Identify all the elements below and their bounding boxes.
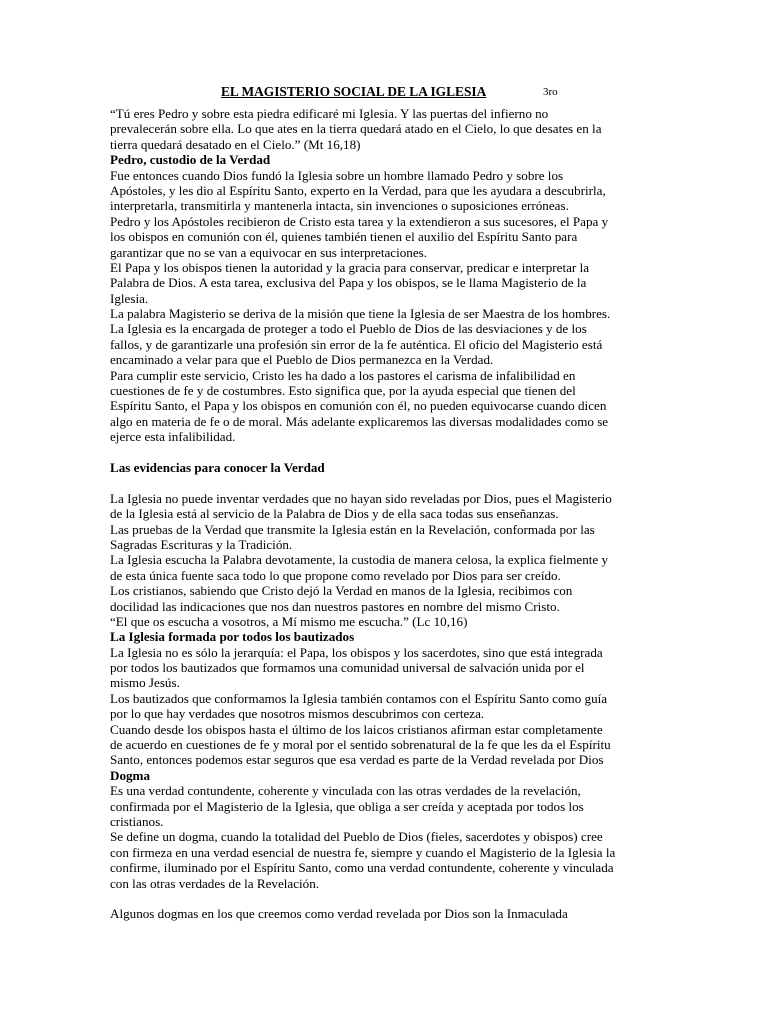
section-heading: La Iglesia formada por todos los bautizados <box>110 629 355 645</box>
text-line: tierra quedará desatado en el Cielo.” (Mt 16,18) <box>110 136 361 152</box>
text-line: La Iglesia es la encargada de proteger a todo el Pueblo de Dios de las desviaciones y de los <box>110 321 587 337</box>
text-line: cristianos. <box>110 813 164 829</box>
text-line: Iglesia. <box>110 290 149 306</box>
title-row <box>110 84 658 106</box>
text-line: La palabra Magisterio se deriva de la misión que tiene la Iglesia de ser Maestra de los hombres. <box>110 306 611 322</box>
document-title: EL MAGISTERIO SOCIAL DE LA IGLESIA <box>221 84 487 99</box>
text-line: ejerce esta infalibilidad. <box>110 429 236 445</box>
text-line: fallos, y de garantizarle una profesión sin error de la fe auténtica. El oficio del Magisterio está <box>110 336 603 352</box>
text-line: docilidad las indicaciones que nos dan nuestros pastores en nombre del mismo Cristo. <box>110 598 560 614</box>
text-line: Los bautizados que conformamos la Iglesia también contamos con el Espíritu Santo como guía <box>110 690 608 706</box>
text-line: por todos los bautizados que formamos una comunidad universal de salvación unida por el <box>110 660 585 676</box>
text-line: Fue entonces cuando Dios fundó la Iglesia sobre un hombre llamado Pedro y sobre los <box>110 167 564 183</box>
text-line: “El que os escucha a vosotros, a Mí mismo me escucha.” (Lc 10,16) <box>110 613 468 629</box>
text-line: cuestiones de fe y de costumbres. Esto significa que, por la ayuda especial que tienen del <box>110 383 576 399</box>
section-heading: Pedro, custodio de la Verdad <box>110 152 271 168</box>
text-line: interpretarla, transmitirla y mantenerla intacta, sin invenciones o suposiciones erróneas. <box>110 198 569 214</box>
text-line: La Iglesia escucha la Palabra devotamente, la custodia de manera celosa, la explica fielmente y <box>110 552 609 568</box>
text-line: Apóstoles, y les dio al Espíritu Santo, experto en la Verdad, para que les ayudara a descubrirla, <box>110 182 606 198</box>
text-line: Algunos dogmas en los que creemos como verdad revelada por Dios son la Inmaculada <box>110 906 568 922</box>
text-line: Para cumplir este servicio, Cristo les ha dado a los pastores el carisma de infalibilidad en <box>110 367 576 383</box>
blank-line <box>110 475 658 490</box>
text-line: Cuando desde los obispos hasta el último de los laicos cristianos afirman estar completamente <box>110 721 603 737</box>
text-line: de la Iglesia está al servicio de la Palabra de Dios y de ella saca todas sus enseñanzas. <box>110 506 559 522</box>
text-line: confirmada por el Magisterio de la Iglesia, que obliga a ser creída y aceptada por todos los <box>110 798 584 814</box>
section-heading: Dogma <box>110 767 151 783</box>
text-line: La Iglesia no puede inventar verdades que no hayan sido reveladas por Dios, pues el Magisterio <box>110 490 612 506</box>
text-line: “Tú eres Pedro y sobre esta piedra edificaré mi Iglesia. Y las puertas del infierno no <box>110 106 549 121</box>
text-line: de esta única fuente saca todo lo que propone como revelado por Dios para ser creído. <box>110 567 561 583</box>
text-line: Santo, entonces podemos estar seguros que esa verdad es parte de la Verdad revelada por Dios <box>110 752 604 768</box>
section-heading: Las evidencias para conocer la Verdad <box>110 459 325 475</box>
text-line: algo en materia de fe o de moral. Más adelante explicaremos las diversas modalidades como se <box>110 413 609 429</box>
text-line: Los cristianos, sabiendo que Cristo dejó la Verdad en manos de la Iglesia, recibimos con <box>110 583 573 599</box>
text-line: El Papa y los obispos tienen la autoridad y la gracia para conservar, predicar e interpretar la <box>110 259 590 275</box>
text-line: de acuerdo en cuestiones de fe y moral por el sentido sobrenatural de la fe que les da el Espíritu <box>110 737 611 753</box>
grade-label: 3ro <box>543 86 558 98</box>
document-body <box>110 106 658 922</box>
blank-line <box>110 891 658 906</box>
text-line: por lo que hay verdades que nosotros mismos descubrimos con certeza. <box>110 706 485 722</box>
text-line: garantizar que no se van a equivocar en sus interpretaciones. <box>110 244 428 260</box>
document-page <box>110 84 658 922</box>
text-line: mismo Jesús. <box>110 675 180 691</box>
text-line: Pedro y los Apóstoles recibieron de Cristo esta tarea y la extendieron a sus sucesores, el Papa y <box>110 213 609 229</box>
blank-line <box>110 445 658 460</box>
text-line: Es una verdad contundente, coherente y vinculada con las otras verdades de la revelación, <box>110 783 581 799</box>
text-line: Palabra de Dios. A esta tarea, exclusiva del Papa y los obispos, se le llama Magisterio de la <box>110 275 587 291</box>
text-line: La Iglesia no es sólo la jerarquía: el Papa, los obispos y los sacerdotes, sino que está integrada <box>110 644 603 660</box>
text-line: con firmeza en una verdad esencial de nuestra fe, siempre y cuando el Magisterio de la Iglesia la <box>110 844 616 860</box>
text-line: encaminado a velar para que el Pueblo de Dios permanezca en la Verdad. <box>110 352 494 368</box>
text-line: con las otras verdades de la Revelación. <box>110 875 320 891</box>
text-line: prevalecerán sobre ella. Lo que ates en la tierra quedará atado en el Cielo, lo que desates en la <box>110 121 602 137</box>
text-line: confirme, iluminado por el Espíritu Santo, como una verdad contundente, coherente y vinculada <box>110 860 614 876</box>
text-line: los obispos en comunión con él, quienes también tienen el auxilio del Espíritu Santo para <box>110 229 578 245</box>
text-line: Espíritu Santo, el Papa y los obispos en comunión con él, no pueden equivocarse cuando dicen <box>110 398 607 414</box>
text-line: Se define un dogma, cuando la totalidad del Pueblo de Dios (fieles, sacerdotes y obispos) cree <box>110 829 603 845</box>
text-line: Las pruebas de la Verdad que transmite la Iglesia están en la Revelación, conformada por las <box>110 521 595 537</box>
text-line: Sagradas Escrituras y la Tradición. <box>110 536 293 552</box>
